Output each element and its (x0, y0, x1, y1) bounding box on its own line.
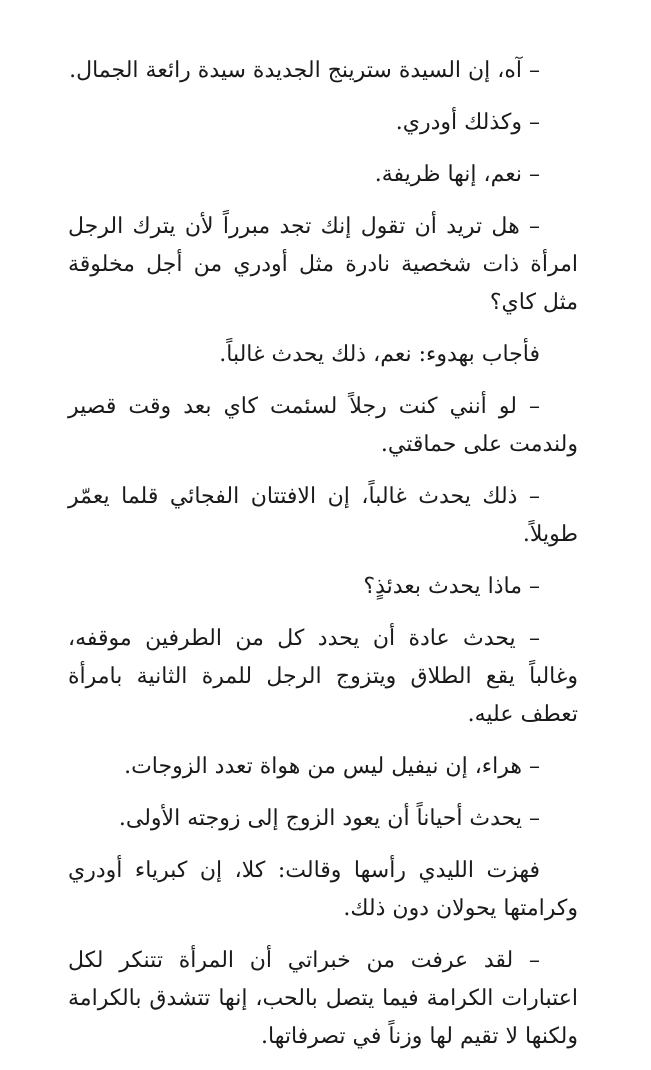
paragraph-7: – ذلك يحدث غالباً، إن الافتتان الفجائي قلما يعمّر طويلاً. (68, 484, 578, 547)
paragraph-5: فأجاب بهدوء: نعم، ذلك يحدث غالباً. (219, 342, 540, 367)
paragraph-6: – لو أنني كنت رجلاً لسئمت كاي بعد وقت قصير ولندمت على حماقتي. (68, 394, 578, 457)
page-body (68, 52, 578, 1070)
paragraph-3: – نعم، إنها ظريفة. (374, 162, 540, 187)
paragraph-8: – ماذا يحدث بعدئذٍ؟ (363, 574, 540, 599)
paragraph-11: – يحدث أحياناً أن يعود الزوج إلى زوجته الأولى. (118, 806, 540, 831)
paragraph-10: – هراء، إن نيفيل ليس من هواة تعدد الزوجات. (124, 754, 540, 779)
paragraph-13: – لقد عرفت من خبراتي أن المرأة تتنكر لكل اعتبارات الكرامة فيما يتصل بالحب، إنها تتشدق بالكرامة ولكنها لا تقيم لها وزناً في تصرفاتها. (68, 948, 578, 1049)
paragraph-2: – وكذلك أودري. (395, 110, 540, 135)
paragraph-9: – يحدث عادة أن يحدد كل من الطرفين موقفه، وغالباً يقع الطلاق ويتزوج الرجل للمرة الثانية بامرأة تعطف عليه. (68, 626, 578, 727)
paragraph-12: فهزت الليدي رأسها وقالت: كلا، إن كبرياء أودري وكرامتها يحولان دون ذلك. (68, 858, 578, 921)
paragraph-4: – هل تريد أن تقول إنك تجد مبرراً لأن يترك الرجل امرأة ذات شخصية نادرة مثل أودري من أجل مخلوقة مثل كاي؟ (68, 214, 578, 315)
paragraph-1: – آه، إن السيدة سترينج الجديدة سيدة رائعة الجمال. (69, 58, 540, 83)
